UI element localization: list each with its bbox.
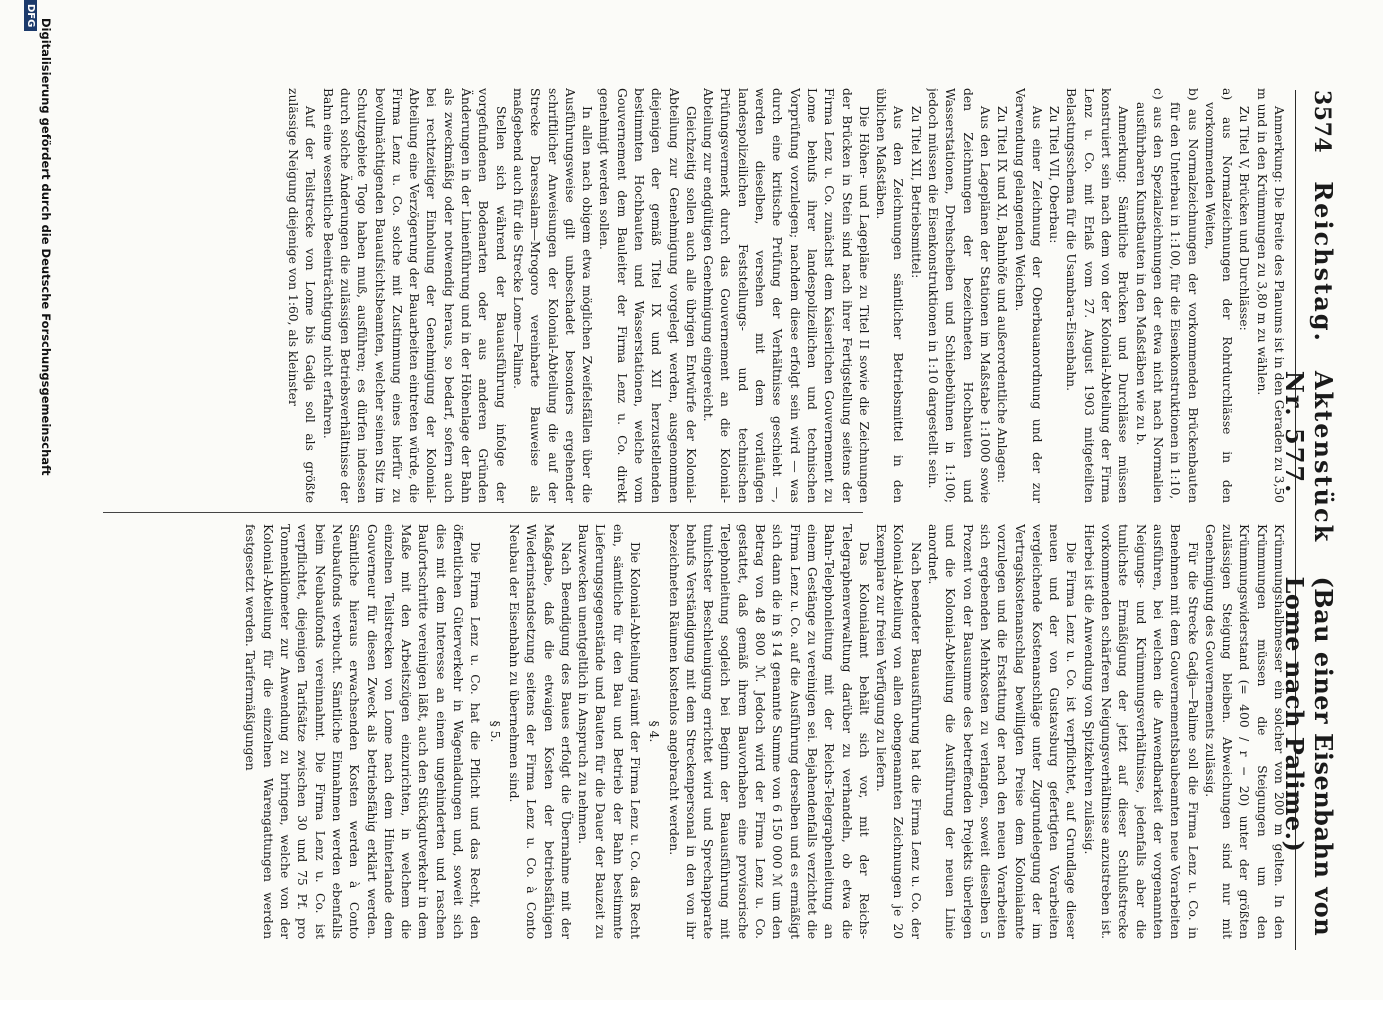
section-heading: § 5. [487,720,502,743]
paragraph: Aus den Zeichnungen sämtlicher Betriebsmittel in den üblichen Maßstäben. [874,88,906,503]
paragraph: Die Kolonial-Abteilung räumt der Firma Lenz u. Co. das Recht ein, sämtliche für den Bau und Betrieb der Bahn bestimmte Lieferungsgegenstände und Bauten für die Dauer der Bauzeit zu Bauzwecken unentgeltlich in Anspruch zu nehmen. [576,524,643,939]
paragraph: Nach Beendigung des Baues erfolgt die Übernahme mit der Maßgabe, daß die etwaigen Kosten der betriebsfähigen Wiederinstandsetzung seitens der Firma Lenz u. Co. à Conto Neubau der Eisenbahn zu übernehmen sind. [506,524,573,939]
paragraph: Auf der Teilstrecke von Lome bis Gadja soll als größte zulässige Neigung diejenige von 1:60, als kleinster [286,88,318,503]
paragraph: Die Firma Lenz u. Co. hat die Pflicht und das Recht, den öffentlichen Güterverkehr in Wagenladungen und, soweit sich dies mit dem Interesse an einem ungehinderten und raschen Baufortschritte vereinigen läßt, auch den Stückgutverkehr in dem Maße mit den Arbeitszügen einzurichten, in welchem die einzelnen Teilstrecken von Lome nach dem Hinterlande dem Gouverneur für diesen Zweck als betriebsfähig erklärt werden. Sämtliche hieraus erwachsenden Kosten werden à Conto Neubaufonds verbucht. Sämtliche Einnahmen werden ebenfalls beim Neubaufonds vereinnahmt. Die Firma Lenz u. Co. ist verpflichtet, diejenigen Tarifsätze zwischen 30 und 75 Pf. pro Tonnenkilometer zur Anwendung zu bringen, welche von der Kolonial-Abteilung für die einzelnen Warengattungen werden festgesetzt werden. Tarifermäßigungen [243,524,483,939]
paragraph: In allen nach obigem etwa möglichen Zweifelsfällen über die Ausführungsweise gilt unbeschadet besonders ergehender schriftlicher Anweisungen der Kolonial-Abteilung die auf der Strecke Daressalam—Mrogoro vereinbarte Bauweise als maßgebend auch für die Strecke Lome—Palime. [510,88,595,503]
paragraph: Zu Titel XII, Betriebsmittel: [908,106,923,279]
paragraph: Die Höhen- und Lagepläne zu Titel II sowie die Zeichnungen der Brücken in Stein sind nach ihrer Fertigstellung seitens der Firma Lenz u. Co. zunächst dem Kaiserlichen Gouvernement zu Lome behufs ihrer landespolizeilichen und technischen Vorprüfung vorzulegen; nachdem diese erfolgt sein wird — was durch eine kritische Prüfung der Verhältnisse geschieht —, werden dieselben, versehen mit dem vorläufigen landespolizeilichen Feststellungs- und technischen Prüfungsvermerk durch das Gouvernement an die Kolonial-Abteilung zur endgültigen Genehmigung eingereicht. [701,88,871,503]
header-subject: (Bau einer Eisenbahn von Lome nach Palime.) [1280,576,1338,937]
paragraph: Zu Titel IX und XI, Bahnhöfe und außerordentliche Anlagen: [995,106,1010,484]
paragraph: Anmerkung: Die Breite des Planums ist in den Geraden zu 3,50 m und in den Krümmungen zu 3,80 m zu wählen. [1254,88,1286,503]
paragraph: Die Firma Lenz u. Co. ist verpflichtet, auf Grundlage dieser neuen und der von Gustavsburg gefertigten Vorarbeiten vergleichende Kostenanschläge unter Zugrundelegung der im Vertragskostenanschlag bewilligten Preise dem Kolonialamte vorzulegen und die Erstattung der nach den neuen Vorarbeiten sich ergebenden Mehrkosten zu verlangen, soweit dieselben 5 Prozent von der Bausumme des betreffenden Projekts überlegen und die Kolonial-Abteilung die Ausführung der neuen Linie anordnet. [926,524,1079,939]
list-item: b) aus Normalzeichnungen der vorkommenden Brückenbauten für den Unterbau in 1:100, für die Eisenkonstruktionen in 1:10, [1168,88,1200,503]
text-column-right [97,524,1287,939]
column-divider [103,512,863,513]
section-heading: § 4. [647,720,662,743]
paragraph: Aus den Lageplänen der Stationen im Maßstabe 1:1000 sowie den Zeichnungen der bezeichneten Hochbauten und Wasserstationen, Drehscheiben und Schiebebühnen in 1:100; jedoch müssen die Eisenkonstruktionen in 1:10 dargestellt sein. [926,88,992,503]
header-org: Reichstag. [1309,181,1338,343]
text-column-left [97,88,1287,503]
header-doc: Aktenstück Nr. 577. [1280,370,1338,544]
dfg-logo: DFG [24,0,37,31]
paragraph: Krümmungshalbmesser ein solcher von 200 m gelten. In den Krümmungen müssen die Steigungen um den Krümmungswiderstand (= 400 / r − 20) unter der größten zulässigen Steigung bleiben. Abweichungen sind nur mit Genehmigung des Gouvernements zulässig. [1202,524,1286,939]
page-header [1280,90,1338,950]
paragraph: Zu Titel VII, Oberbau: [1047,106,1062,244]
list-item: c) aus den Spezialzeichnungen der etwa nicht nach Normalien ausführbaren Kunstbauten in den Maßstäben wie zu b. [1133,88,1165,503]
paragraph: Das Kolonialamt behält sich vor, mit der Reichs-Telegraphenverwaltung darüber zu verhandeln, ob etwa die Bahn-Telephonleitung mit der Reichs-Telegraphenleitung an einem Gestänge zu vereinigen sei. Bejahendenfalls verzichtet die Firma Lenz u. Co. auf die Ausführung derselben und es ermäßigt sich dann die in § 14 genannte Summe von 6 150 000 ℳ um den Betrag von 48 800 ℳ. Jedoch wird der Firma Lenz u. Co. gestattet, daß gemäß ihrem Bauvorhaben eine provisorische Telephonleitung sogleich bei Beginn der Bauausführung mit tunlichster Beschleunigung errichtet wird und Sprechapparate behufs Verständigung mit dem Streckenpersonal in den von ihr bezeichneten Räumen kostenlos angebracht werden. [666,524,871,939]
paragraph: Zu Titel V, Brücken und Durchlässe: [1237,106,1252,331]
digitization-credit: Digitalisierung gefördert durch die Deutsche Forschungsgemeinschaft [39,18,53,476]
list-item: a) aus Normalzeichnungen der Rohrdurchlässe in den vorkommenden Weiten, [1202,88,1235,503]
paragraph: Nach beendeter Bauausführung hat die Firma Lenz u. Co. der Kolonial-Abteilung von allen obengenannten Zeichnungen je 20 Exemplare zur freien Verfügung zu liefern. [874,524,923,939]
paragraph: Stellen sich während der Bauausführung infolge der vorgefundenen Bodenarten oder aus anderen Gründen Änderungen in der Linienführung und in der Höhenlage der Bahn als zweckmäßig oder notwendig heraus, so bedarf, sofern auch bei rechtzeitiger Einholung der Genehmigung der Kolonial-Abteilung eine Verzögerung der Bauarbeiten eintreten würde, die Firma Lenz u. Co. solche mit Zustimmung eines hierfür zu bevollmächtigenden Bauaufsichtsbeamten, welcher seinen Sitz im Schutzgebiete Togo haben muß, ausführen; es dürfen indessen durch solche Änderungen die zulässigen Betriebsverhältnisse der Bahn eine wesentliche Beeinträchtigung nicht erfahren. [320,88,508,503]
page-number: 3574 [1309,90,1335,154]
paragraph: Anmerkung: Sämtliche Brücken und Durchlässe müssen konstruiert sein nach dem von der Kolonial-Abteilung der Firma Lenz u. Co. mit Erlaß vom 27. August 1903 mitgeteilten Belastungsschema für die Usambara-Eisenbahn. [1064,88,1131,503]
paragraph: Aus einer Zeichnung der Oberbauanordnung und der zur Verwendung gelangenden Weichen. [1012,88,1044,503]
paragraph: Für die Strecke Gadja—Palime soll die Firma Lenz u. Co. in Benehmen mit dem Gouvernementsbaubeamten neue Vorarbeiten ausführen, bei welchen die Anwendbarkeit der vorgenannten Neigungs- und Krümmungsverhältnisse, jedenfalls aber die tunlichste Ermäßigung der jetzt auf dieser Schlußstrecke vorkommenden schärferen Neigungsverhältnisse anzustreben ist. Hierbei ist die Anwendung von Spitzkehren zulässig. [1081,524,1200,939]
paragraph: Gleichzeitig sollen auch alle übrigen Entwürfe der Kolonial-Abteilung zur Genehmigung vorgelegt werden, ausgenommen diejenigen der gemäß Titel IX und XII herzustellenden bestimmten Hochbauten und Wasserstationen, welche vom Gouvernement dem Bauleiter der Firma Lenz u. Co. direkt genehmigt werden sollen. [597,88,698,503]
